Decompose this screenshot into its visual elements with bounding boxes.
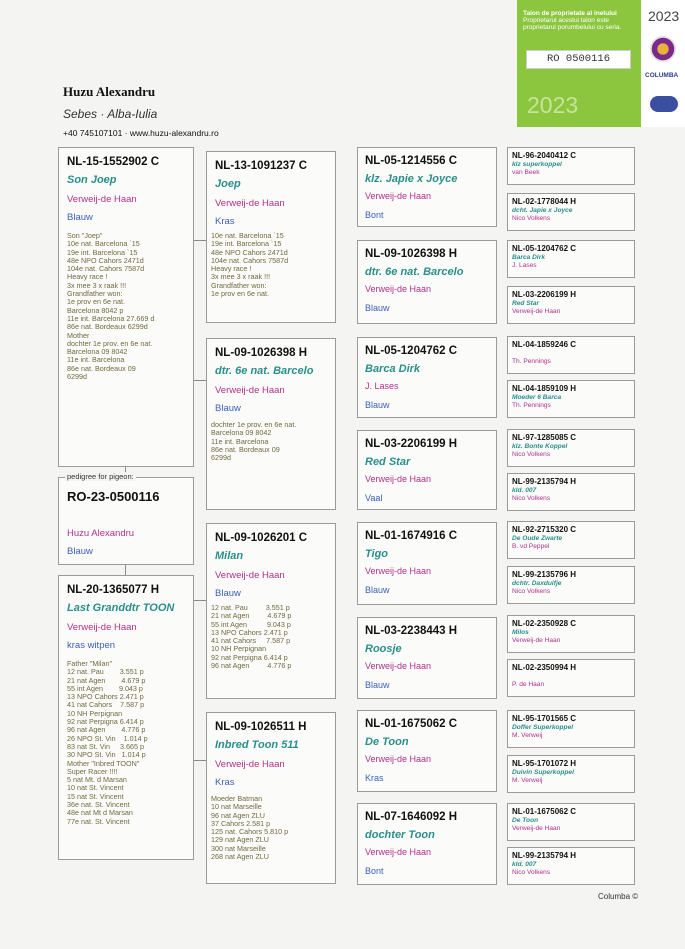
gen4-name: dchtr. Daxduifje	[512, 580, 562, 587]
gen3-ring: NL-01-1674916 C	[365, 530, 458, 542]
gen2-color: Kras	[215, 777, 235, 788]
gen4-breeder: J. Lases	[512, 262, 537, 269]
sire-card	[58, 147, 194, 467]
sire-breeder: Verweij-de Haan	[67, 194, 137, 205]
gen4-breeder: van Beek	[512, 169, 540, 176]
gen4-card	[507, 286, 635, 324]
gen3-color: Bont	[365, 866, 384, 876]
gen4-card	[507, 659, 635, 697]
gen4-ring: NL-03-2206199 H	[512, 290, 577, 299]
gen4-breeder: Nico Volkens	[512, 495, 551, 502]
gen4-ring: NL-96-2040412 C	[512, 151, 577, 160]
pedigree-caption: pedigree for pigeon:	[67, 472, 134, 481]
gen3-name: Tigo	[365, 548, 389, 560]
gen4-breeder: M. Verweij	[512, 777, 543, 784]
dam-name: Last Granddtr TOON	[67, 602, 175, 614]
gen4-name: Duivin Superkoppel	[512, 769, 574, 776]
gen3-ring: NL-01-1675062 C	[365, 718, 458, 730]
gen3-ring: NL-05-1204762 C	[365, 345, 458, 357]
gen4-name: dcht. Japie x Joyce	[512, 207, 573, 214]
gen4-ring: NL-02-1778044 H	[512, 197, 577, 206]
gen2-notes: Moeder Batman 10 nat Marseille 96 nat Agen ZLU 37 Cahors 2.581 p 125 nat. Cahors 5.810 p 129 nat Agen ZLU 300 nat Marseille 268 nat Agen ZLU	[211, 794, 289, 862]
gen3-color: Blauw	[365, 680, 390, 690]
sticker-subtitle-2: proprietarul porumbelului cu seria.	[523, 24, 622, 31]
gen4-name: Barca Dirk	[512, 254, 545, 261]
dam-card	[58, 575, 194, 860]
gen2-color: Blauw	[215, 403, 241, 414]
gen4-name: De Oude Zwarte	[512, 535, 563, 542]
gen2-name: Inbred Toon 511	[215, 739, 299, 751]
grandsire-paternal-card	[206, 151, 336, 323]
gen4-ring: NL-95-1701072 H	[512, 759, 577, 768]
gen4-card	[507, 803, 635, 841]
gen2-breeder: Verweij-de Haan	[215, 385, 285, 396]
gen4-breeder: Verweij-de Haan	[512, 825, 561, 832]
gen3-color: Blauw	[365, 585, 390, 595]
subject-pigeon-card	[58, 472, 194, 565]
gen4-breeder: M. Verweij	[512, 732, 543, 739]
gen4-ring: NL-02-2350994 H	[512, 663, 577, 672]
grandsire-maternal-card	[206, 523, 336, 699]
gen4-card	[507, 147, 635, 185]
gen4-card	[507, 615, 635, 653]
dam-ring: NL-20-1365077 H	[67, 584, 160, 596]
gen4-card	[507, 336, 635, 374]
gen4-card	[507, 240, 635, 278]
gen4-card	[507, 473, 635, 511]
gen2-ring: NL-09-1026511 H	[215, 721, 307, 733]
gen3-breeder: Verweij-de Haan	[365, 191, 432, 201]
gen3-ring: NL-09-1026398 H	[365, 248, 458, 260]
gen3-ring: NL-03-2238443 H	[365, 625, 458, 637]
subject-color: Blauw	[67, 546, 93, 557]
gen3-color: Blauw	[365, 400, 390, 410]
gen3-card	[357, 240, 497, 324]
owner-contact: +40 745107101 · www.huzu-alexandru.ro	[63, 128, 219, 138]
dam-color: kras witpen	[67, 640, 116, 651]
gen3-name: klz. Japie x Joyce	[365, 173, 458, 185]
gen3-card	[357, 522, 497, 605]
sticker-subtitle-1: Proprietarul acestui talon este	[523, 17, 609, 24]
gen4-card	[507, 710, 635, 748]
gen4-card	[507, 566, 635, 604]
gen3-card	[357, 803, 497, 885]
gen4-breeder: Nico Volkens	[512, 451, 551, 458]
gen4-card	[507, 193, 635, 231]
gen4-ring: NL-95-1701565 C	[512, 714, 577, 723]
gen4-name: Red Star	[512, 300, 540, 307]
gen3-card	[357, 617, 497, 699]
gen4-breeder: Th. Pennings	[512, 402, 551, 409]
sire-name: Son Joep	[67, 174, 117, 186]
gen2-name: Joep	[215, 178, 241, 190]
badge-year: 2023	[648, 8, 680, 24]
gen4-ring: NL-99-2135794 H	[512, 851, 577, 860]
gen2-notes: 10e nat. Barcelona `15 19e int. Barcelona `15 48e NPO Cahors 2471d 104e nat. Cahors 7587d Heavy race ! 3x mee 3 x raak !!! Grandfather won: 1e prov en 6e nat.	[211, 231, 289, 299]
sticker-ring-number: RO 0500116	[526, 50, 631, 69]
gen4-name: kld. 007	[512, 487, 537, 494]
gen3-color: Kras	[365, 773, 384, 783]
gen4-ring: NL-97-1285085 C	[512, 433, 577, 442]
gen3-card	[357, 337, 497, 418]
gen4-name: Milos	[512, 629, 529, 636]
gen3-ring: NL-07-1646092 H	[365, 811, 458, 823]
gen4-breeder: Verweij-de Haan	[512, 308, 561, 315]
owner-location: Sebes · Alba-Iulia	[63, 107, 158, 121]
gen3-color: Vaal	[365, 493, 383, 503]
columba-logo-icon	[650, 36, 676, 62]
dam-notes: Father "Milan" 12 nat. Pau 3.551 p 21 nat Agen 4.679 p 55 int Agen 9.043 p 13 NPO Cahors 2.471 p 41 nat Cahors 7.587 p 10 NH Perpignan 92 nat Perpigna 6.414 p 96 nat Agen 4.776 p 26 NPO St. Vin 1.014 p 83 nat St. Vin 3.665 p 30 NPO St. Vin 1.014 p Mother "Inbred TOON" Super Racer !!!! 5 nat Mt. d Marsan 10 nat St. Vincent 15 nat St. Vincent 36e nat. St. Vincent 48e nat Mt d Marsan 77e nat. St. Vincent	[67, 659, 148, 826]
gen2-breeder: Verweij-de Haan	[215, 759, 285, 770]
sticker-title: Talon de proprietate al inelului	[523, 10, 617, 17]
gen2-notes: 12 nat. Pau 3.551 p 21 nat Agen 4.679 p 55 int Agen 9.043 p 13 NPO Cahors 2.471 p 41 nat Cahors 7.587 p 10 NH Perpignan 92 nat Perpigna 6.414 p 96 nat Agen 4.776 p	[211, 603, 292, 671]
gen4-name: Doffer Superkoppel	[512, 724, 574, 731]
gen3-card	[357, 430, 497, 510]
gen4-name: De Toon	[512, 817, 539, 824]
gen3-ring: NL-05-1214556 C	[365, 155, 458, 167]
gen3-name: Red Star	[365, 456, 411, 468]
gen3-breeder: Verweij-de Haan	[365, 284, 432, 294]
gen4-ring: NL-99-2135796 H	[512, 570, 577, 579]
gen4-card	[507, 380, 635, 418]
gen3-breeder: Verweij-de Haan	[365, 474, 432, 484]
gen4-name: klz superkoppel	[512, 161, 562, 168]
gen3-name: dtr. 6e nat. Barcelo	[365, 266, 464, 278]
gen4-ring: NL-01-1675062 C	[512, 807, 577, 816]
subject-ring: RO-23-0500116	[67, 489, 160, 504]
gen4-card	[507, 521, 635, 559]
gen4-name: Moeder 6 Barca	[512, 394, 562, 401]
gen3-name: De Toon	[365, 736, 409, 748]
gen4-ring: NL-04-1859109 H	[512, 384, 577, 393]
gen4-breeder: Nico Volkens	[512, 215, 551, 222]
gen3-name: Roosje	[365, 643, 402, 655]
gen3-breeder: Verweij-de Haan	[365, 661, 432, 671]
gen2-color: Kras	[215, 216, 235, 227]
gen2-breeder: Verweij-de Haan	[215, 570, 285, 581]
gen3-name: dochter Toon	[365, 829, 435, 841]
footer-credit: Columba ©	[598, 892, 639, 901]
granddam-paternal-card	[206, 338, 336, 510]
gen2-ring: NL-09-1026201 C	[215, 532, 308, 544]
ring-certificate-sticker	[517, 0, 641, 127]
sticker-year: 2023	[527, 92, 579, 118]
gen2-color: Blauw	[215, 588, 241, 599]
gen4-ring: NL-02-2350928 C	[512, 619, 577, 628]
gen4-breeder: Nico Volkens	[512, 588, 551, 595]
gen2-notes: dochter 1e prov. en 6e nat. Barcelona 09 8042 11e int. Barcelona 86e nat. Bordeaux 09 6299d	[211, 420, 297, 463]
gen3-color: Bont	[365, 210, 384, 220]
owner-name: Huzu Alexandru	[63, 84, 156, 99]
gen4-breeder: Verweij-de Haan	[512, 637, 561, 644]
gen4-breeder: P. de Haan	[512, 681, 545, 688]
sire-ring: NL-15-1552902 C	[67, 156, 160, 168]
gen3-breeder: Verweij-de Haan	[365, 847, 432, 857]
columba-badge	[641, 0, 685, 127]
gen4-ring: NL-05-1204762 C	[512, 244, 577, 253]
gen2-name: Milan	[215, 550, 244, 562]
gen2-name: dtr. 6e nat. Barcelo	[215, 365, 314, 377]
gen4-name: klz. Bonte Koppel	[512, 443, 568, 450]
gen4-breeder: Th. Pennings	[512, 358, 551, 365]
gen4-ring: NL-92-2715320 C	[512, 525, 577, 534]
gen3-color: Blauw	[365, 303, 390, 313]
gen4-ring: NL-99-2135794 H	[512, 477, 577, 486]
gen4-name: kld. 007	[512, 861, 537, 868]
gen2-ring: NL-09-1026398 H	[215, 347, 308, 359]
gen3-breeder: Verweij-de Haan	[365, 566, 432, 576]
gen4-ring: NL-04-1859246 C	[512, 340, 577, 349]
gen3-name: Barca Dirk	[365, 363, 421, 375]
gen3-card	[357, 710, 497, 792]
gen3-breeder: J. Lases	[365, 381, 399, 391]
granddam-maternal-card	[206, 712, 336, 884]
gen4-card	[507, 847, 635, 885]
gen3-ring: NL-03-2206199 H	[365, 438, 458, 450]
sire-color: Blauw	[67, 212, 93, 223]
gen2-ring: NL-13-1091237 C	[215, 160, 308, 172]
gen2-breeder: Verweij-de Haan	[215, 198, 285, 209]
gen4-card	[507, 429, 635, 467]
sire-notes: Son "Joep" 10e nat. Barcelona `15 19e int. Barcelona `15 48e NPO Cahors 2471d 104e nat. Cahors 7587d Heavy race ! 3x mee 3 x raak !!! Grandfather won: 1e prov en 6e nat. Barcelona 8042 p 11e int. Barcelona 27.669 d 86e nat. Bordeaux 6299d Mother dochter 1e prov. en 6e nat. Barcelona 09 8042 11e int. Barcelona 86e nat. Bordeaux 09 6299d	[67, 231, 155, 382]
badge-brand: COLUMBA	[645, 72, 679, 79]
gen3-card	[357, 147, 497, 227]
bird-logo-icon	[650, 96, 678, 112]
gen4-breeder: Nico Volkens	[512, 869, 551, 876]
gen4-card	[507, 755, 635, 793]
gen3-breeder: Verweij-de Haan	[365, 754, 432, 764]
gen4-breeder: B. vd Peppel	[512, 543, 550, 550]
subject-breeder: Huzu Alexandru	[67, 528, 135, 539]
dam-breeder: Verweij-de Haan	[67, 622, 137, 633]
